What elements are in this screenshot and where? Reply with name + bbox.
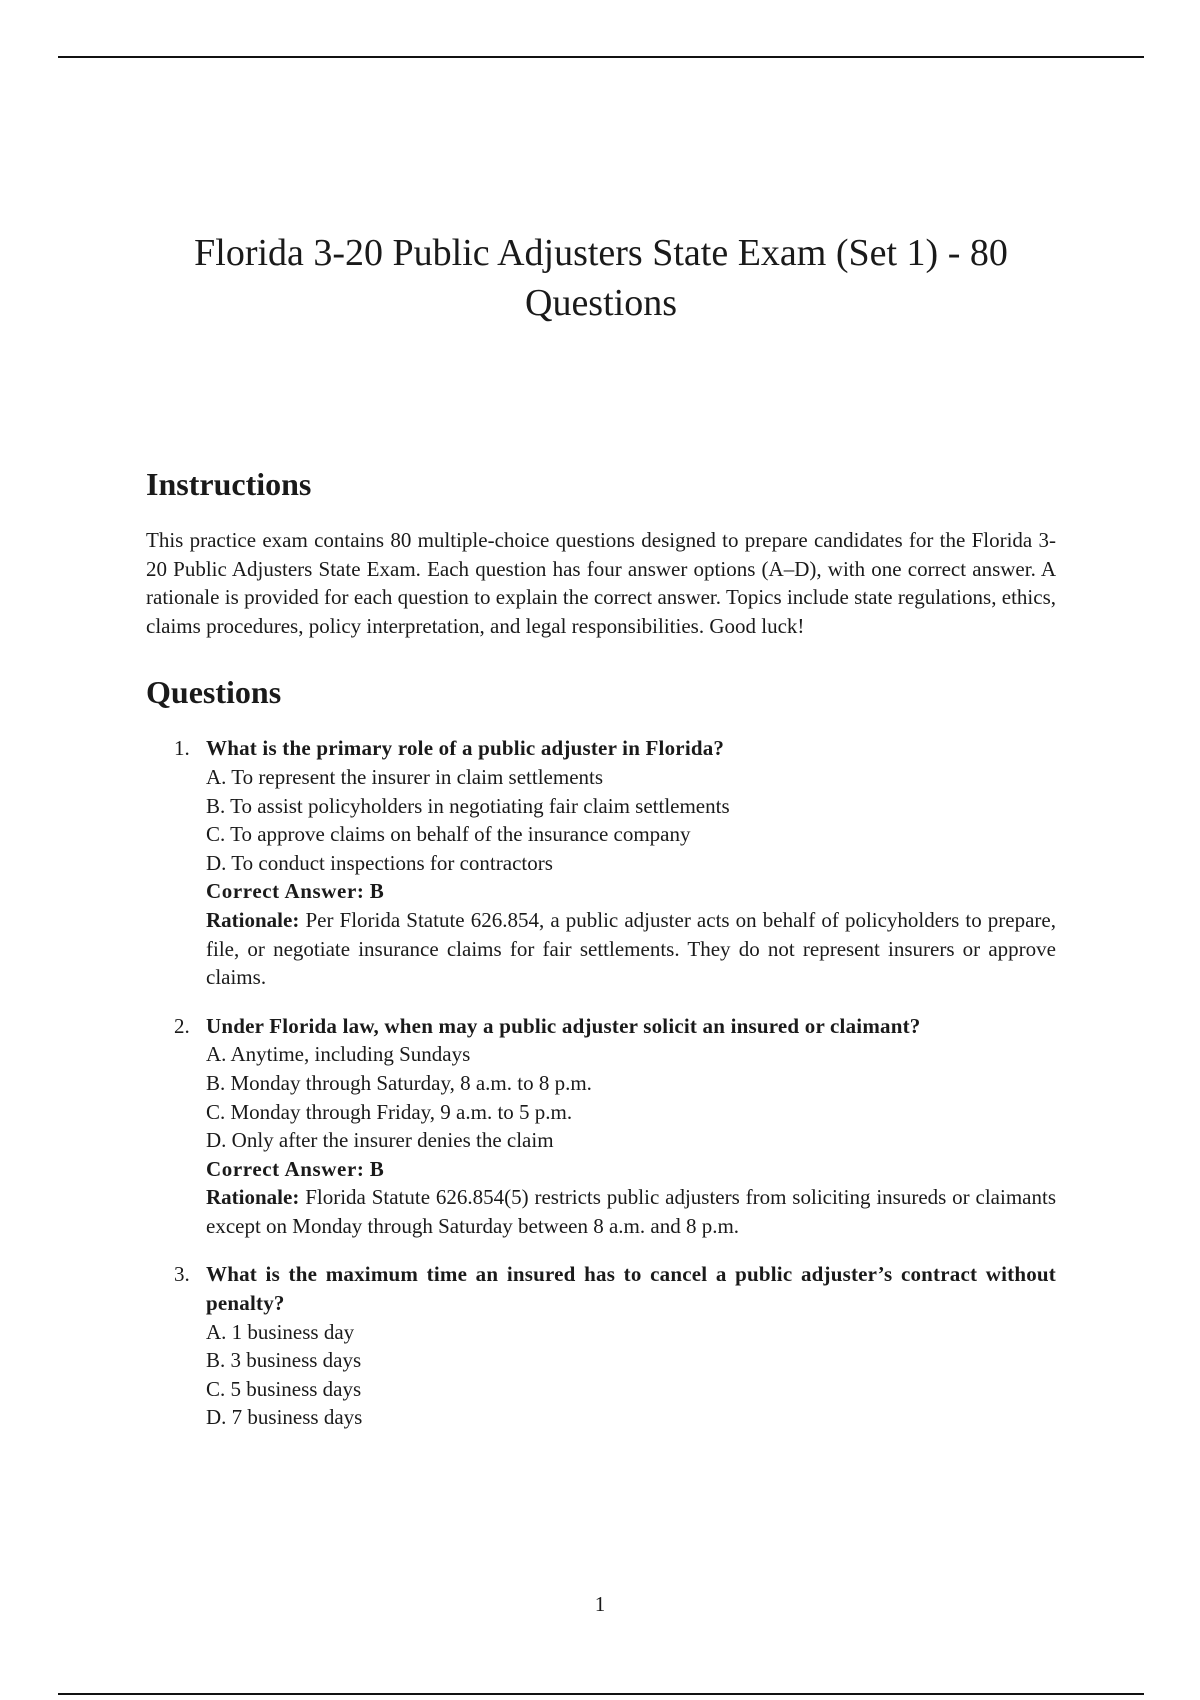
question-number: 2. (174, 1013, 190, 1038)
answer-option: D. Only after the insurer denies the claim (206, 1128, 554, 1153)
question-item (174, 1260, 1056, 1432)
correct-answer (206, 1155, 1056, 1184)
question-item (174, 1012, 1056, 1241)
correct-answer-value: B (369, 1156, 385, 1181)
rationale-label: Rationale: (206, 1185, 300, 1210)
answer-option: D. To conduct inspections for contractors (206, 850, 553, 875)
rationale-text: Florida Statute 626.854(5) restricts public adjusters from soliciting insureds or claimants except on Monday through Saturday between 8 a.m. and 8 p.m. (206, 1185, 1056, 1238)
page-number: 1 (594, 1592, 606, 1616)
rationale (206, 906, 1056, 992)
answer-option: C. 5 business days (206, 1376, 362, 1401)
answer-option: B. To assist policyholders in negotiating fair claim settlements (206, 793, 730, 818)
top-rule (58, 56, 1144, 58)
correct-answer-label: Correct Answer: (206, 1156, 365, 1181)
question-number: 1. (174, 736, 190, 761)
instructions-heading: Instructions (146, 466, 312, 502)
answer-option: B. Monday through Saturday, 8 a.m. to 8 p.m. (206, 1070, 592, 1095)
answer-option: B. 3 business days (206, 1348, 362, 1373)
question-text: What is the maximum time an insured has to cancel a public adjuster’s contract without penalty? (206, 1262, 1056, 1316)
answer-option: A. Anytime, including Sundays (206, 1042, 471, 1067)
answer-option: A. To represent the insurer in claim settlements (206, 764, 604, 789)
rationale-text: Per Florida Statute 626.854, a public adjuster acts on behalf of policyholders to prepare, file, or negotiate insurance claims for fair settlements. They do not represent insurers or approve claims. (206, 907, 1056, 990)
question-item (174, 734, 1056, 991)
answer-option: A. 1 business day (206, 1319, 355, 1344)
correct-answer-label: Correct Answer: (206, 879, 365, 904)
document-title: Florida 3-20 Public Adjusters State Exam (Set 1) - 80 Questions (194, 232, 1008, 324)
bottom-rule (58, 1693, 1144, 1695)
document-body (146, 464, 1056, 1452)
answer-option: C. Monday through Friday, 9 a.m. to 5 p.m. (206, 1099, 573, 1124)
questions-heading: Questions (146, 674, 282, 711)
correct-answer-value: B (369, 879, 385, 904)
rationale (206, 1183, 1056, 1240)
question-number: 3. (174, 1262, 190, 1287)
question-text: Under Florida law, when may a public adjuster solicit an insured or claimant? (206, 1013, 921, 1038)
correct-answer (206, 877, 1056, 906)
answer-option: D. 7 business days (206, 1405, 363, 1430)
question-list (146, 734, 1056, 1432)
instructions-text: This practice exam contains 80 multiple-choice questions designed to prepare candidates for the Florida 3-20 Public Adjusters State Exam. Each question has four answer options (A–D), with one correct answer. A rationale is provided for each question to explain the correct answer. Topics include state regulations, ethics, claims procedures, policy interpretation, and legal responsibilities. Good luck! (146, 528, 1056, 638)
rationale-label: Rationale: (206, 907, 300, 932)
answer-option: C. To approve claims on behalf of the insurance company (206, 822, 691, 847)
question-text: What is the primary role of a public adjuster in Florida? (206, 736, 725, 761)
